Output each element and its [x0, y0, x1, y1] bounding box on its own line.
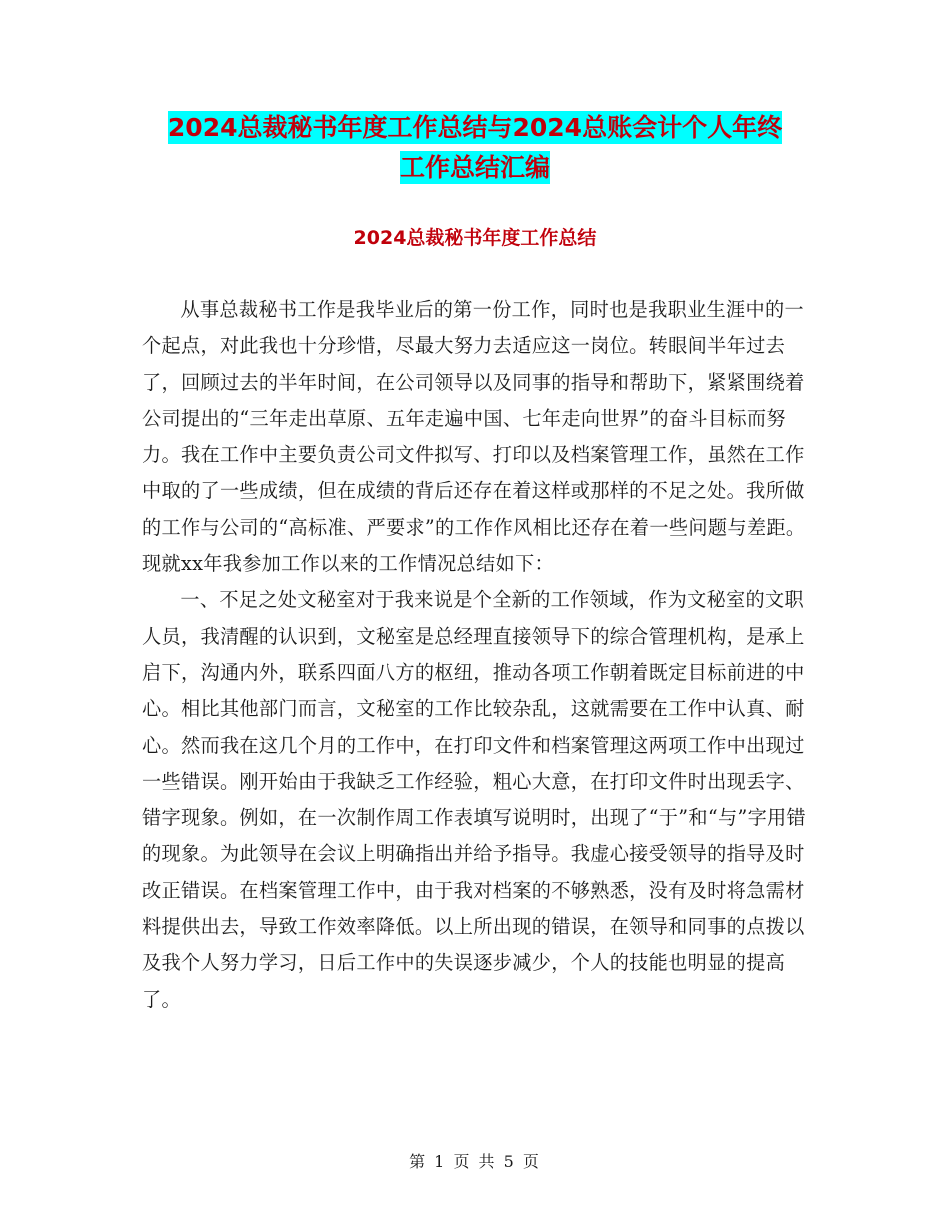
document-title: [0, 108, 950, 188]
document-title-line-2: 工作总结汇编: [399, 153, 550, 182]
page-number-footer: 第 1 页 共 5 页: [409, 1152, 541, 1171]
section-title: 2024总裁秘书年度工作总结: [353, 227, 597, 249]
document-title-line-1: 2024总裁秘书年度工作总结与2024总账会计个人年终: [167, 113, 783, 142]
body-paragraph: 一、不足之处文秘室对于我来说是个全新的工作领域，作为文秘室的文职人员，我清醒的认识到，文秘室是总经理直接领导下的综合管理机构，是承上启下，沟通内外，联系四面八方的枢纽，推动各项工作朝着既定目标前进的中心。相比其他部门而言，文秘室的工作比较杂乱，这就需要在工作中认真、耐心。然而我在这几个月的工作中，在打印文件和档案管理这两项工作中出现过一些错误。刚开始由于我缺乏工作经验，粗心大意，在打印文件时出现丢字、错字现象。例如，在一次制作周工作表填写说明时，出现了“于”和“与”字用错的现象。为此领导在会议上明确指出并给予指导。我虚心接受领导的指导及时改正错误。在档案管理工作中，由于我对档案的不够熟悉，没有及时将急需材料提供出去，导致工作效率降低。以上所出现的错误，在领导和同事的点拨以及我个人努力学习，日后工作中的失误逐步减少，个人的技能也明显的提高了。: [142, 588, 807, 1011]
body-paragraph: 从事总裁秘书工作是我毕业后的第一份工作，同时也是我职业生涯中的一个起点，对此我也十分珍惜，尽最大努力去适应这一岗位。转眼间半年过去了，回顾过去的半年时间，在公司领导以及同事的指导和帮助下，紧紧围绕着公司提出的“三年走出草原、五年走遍中国、七年走向世界”的奋斗目标而努力。我在工作中主要负责公司文件拟写、打印以及档案管理工作，虽然在工作中取的了一些成绩，但在成绩的背后还存在着这样或那样的不足之处。我所做的工作与公司的“高标准、严要求”的工作作风相比还存在着一些问题与差距。现就xx年我参加工作以来的工作情况总结如下：: [142, 298, 806, 576]
document-body: [142, 292, 812, 1018]
